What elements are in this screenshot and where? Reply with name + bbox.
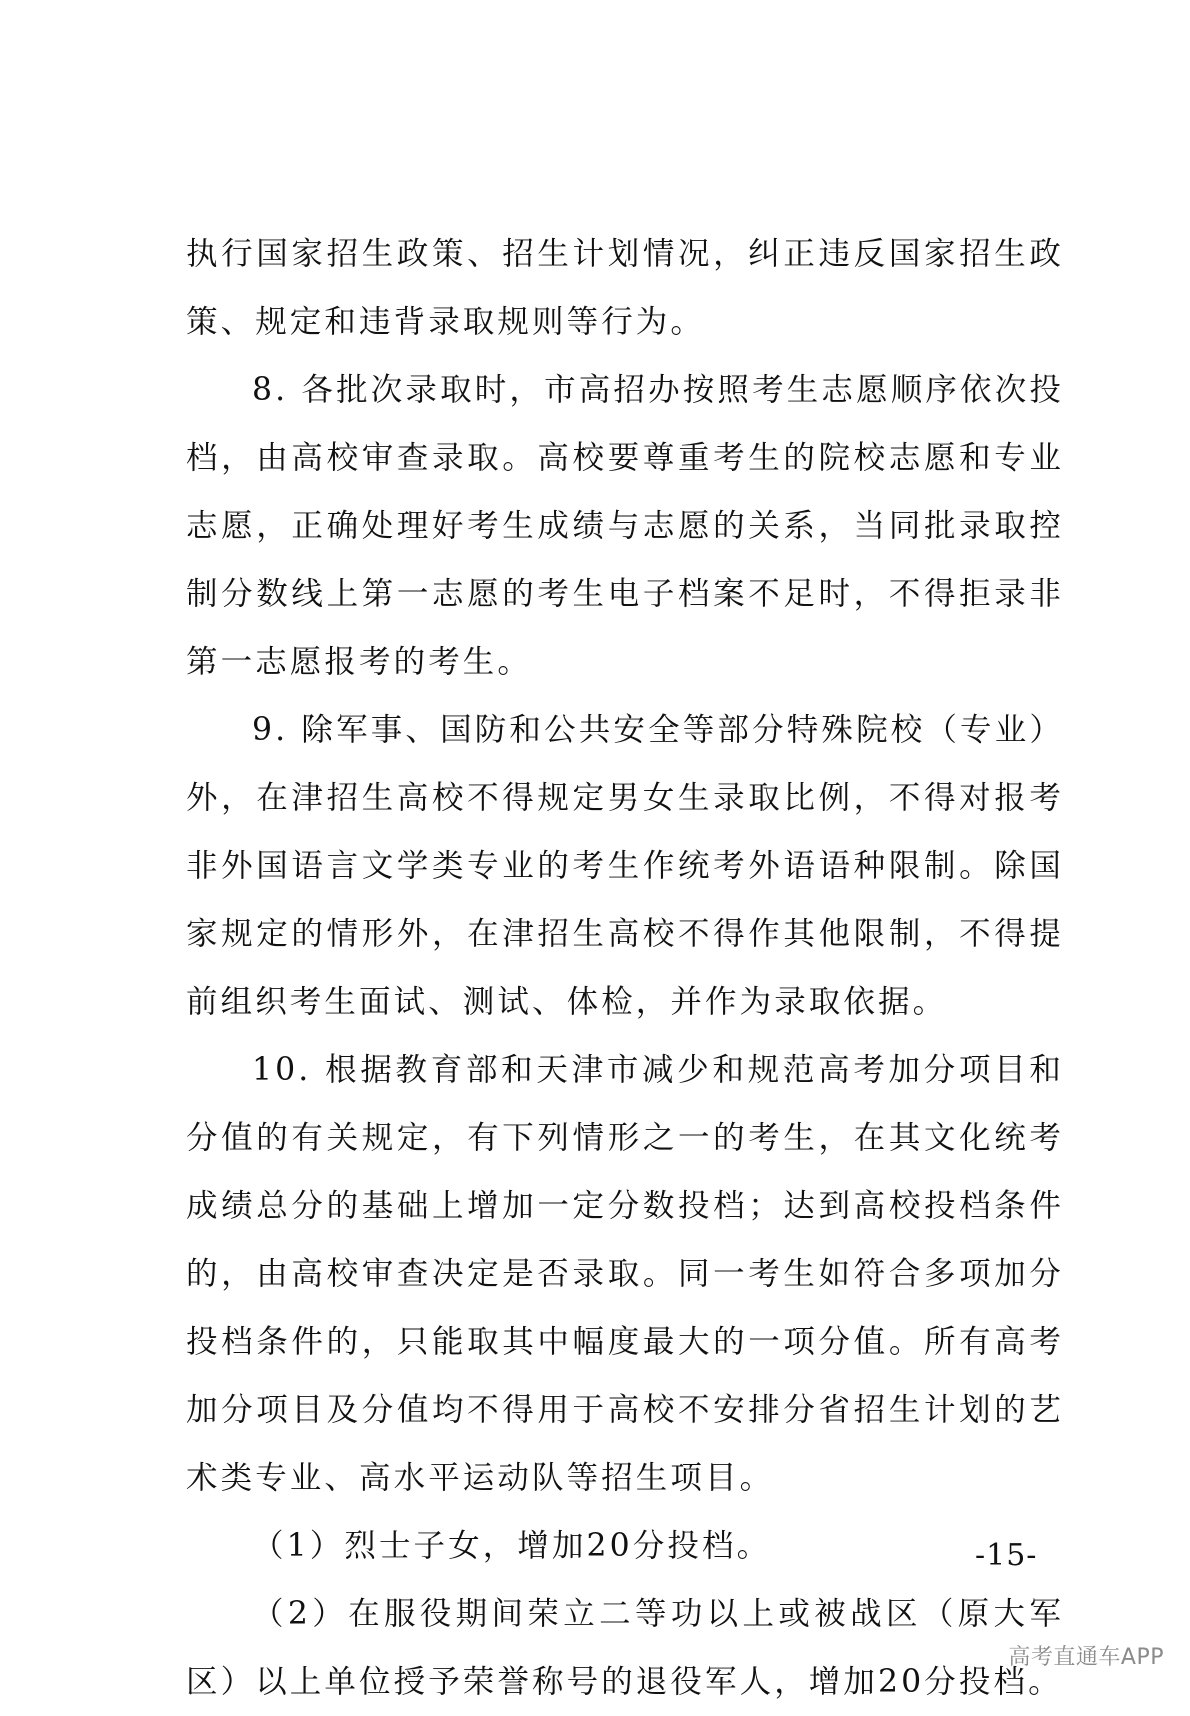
paragraph-item-10: 10. 根据教育部和天津市减少和规范高考加分项目和分值的有关规定，有下列情形之一的考生，在其文化统考成绩总分的基础上增加一定分数投档；达到高校投档条件的，由高校审查决定是否录取。同一考生如符合多项加分投档条件的，只能取其中幅度最大的一项分值。所有高考加分项目及分值均不得用于高校不安排分省招生计划的艺术类专业、高水平运动队等招生项目。 <box>186 1052 1064 1496</box>
watermark-text: 高考直通车APP <box>1008 1645 1164 1670</box>
paragraph-item-8: 8. 各批次录取时，市高招办按照考生志愿顺序依次投档，由高校审查录取。高校要尊重考生的院校志愿和专业志愿，正确处理好考生成绩与志愿的关系，当同批录取控制分数线上第一志愿的考生电子档案不足时，不得拒录非第一志愿报考的考生。 <box>186 372 1064 680</box>
document-body <box>186 220 1064 1716</box>
paragraph-continuation: 执行国家招生政策、招生计划情况，纠正违反国家招生政策、规定和违背录取规则等行为。 <box>186 236 1064 340</box>
paragraph-sub-item-1: （1）烈士子女，增加20分投档。 <box>252 1528 772 1564</box>
paragraph-item-9: 9. 除军事、国防和公共安全等部分特殊院校（专业）外，在津招生高校不得规定男女生录取比例，不得对报考非外国语言文学类专业的考生作统考外语语种限制。除国家规定的情形外，在津招生高校不得作其他限制，不得提前组织考生面试、测试、体检，并作为录取依据。 <box>186 712 1064 1020</box>
paragraph-sub-item-2: （2）在服役期间荣立二等功以上或被战区（原大军区）以上单位授予荣誉称号的退役军人，增加20分投档。 <box>186 1596 1064 1700</box>
page-number: -15- <box>975 1538 1038 1573</box>
